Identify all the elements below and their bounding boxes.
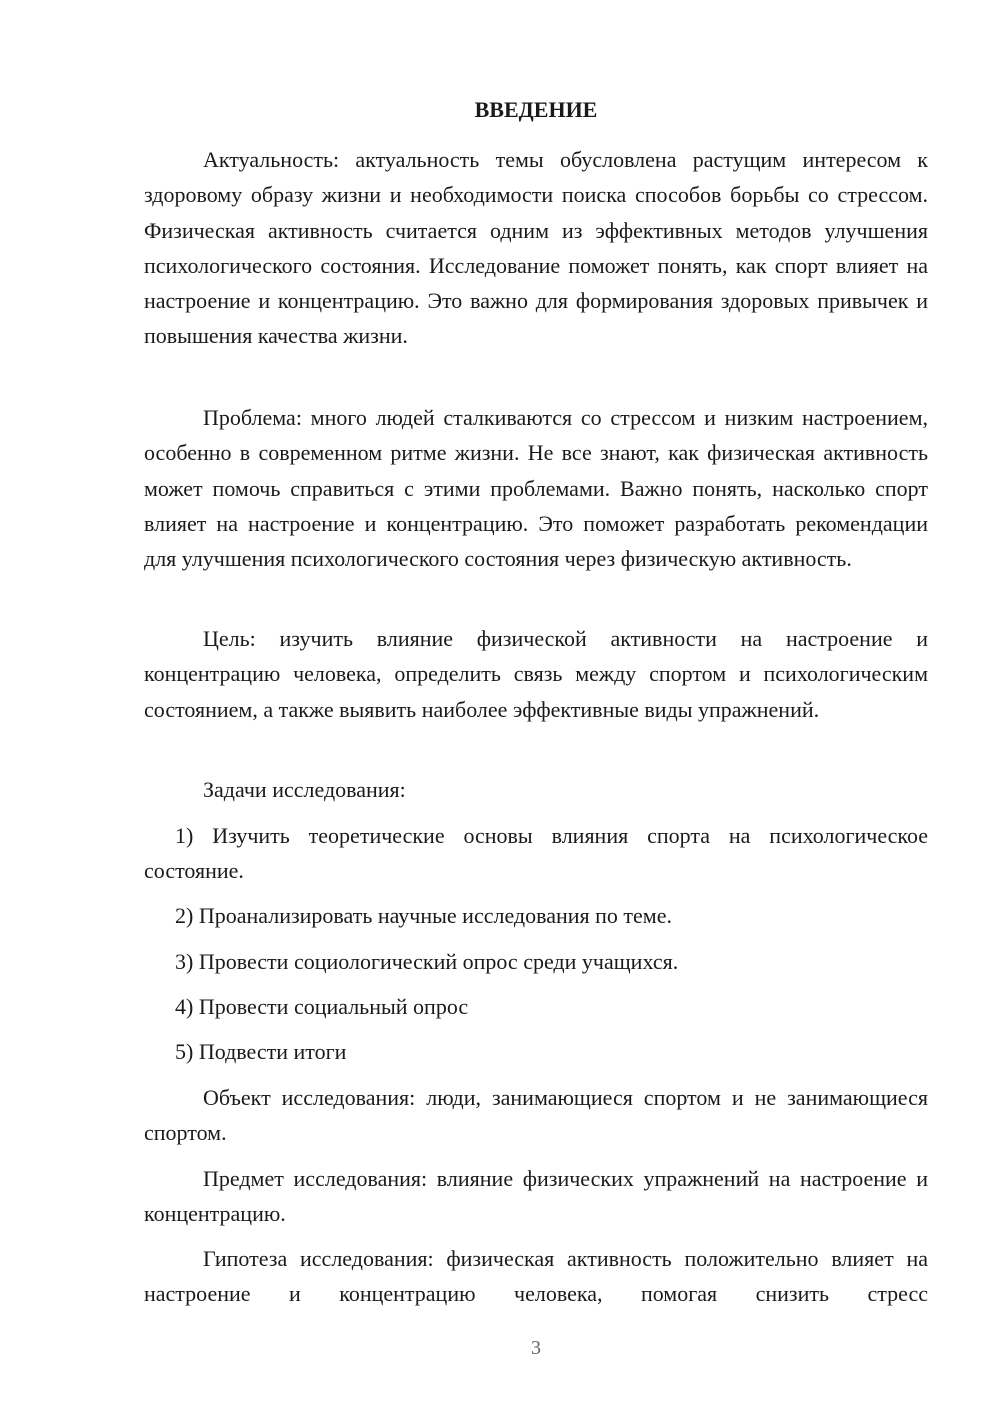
document-page <box>144 0 928 1414</box>
relevance-paragraph: Актуальность: актуальность темы обусловлена растущим интересом к здоровому образу жизни и необходимости поиска способов борьбы со стрессом. Физическая активность считается одним из эффективных методов улучшения психологического состояния. Исследование поможет понять, как спорт влияет на настроение и концентрацию. Это важно для формирования здоровых привычек и повышения качества жизни. <box>144 147 928 349</box>
page-number: 3 <box>531 1337 541 1359</box>
tasks-heading: Задачи исследования: <box>203 777 406 802</box>
hypothesis-paragraph: Гипотеза исследования: физическая активность положительно влияет на настроение и концентрацию человека, помогая снизить стресс <box>144 1246 928 1307</box>
task-list-item: 1) Изучить теоретические основы влияния спорта на психологическое состояние. <box>144 823 928 884</box>
task-list-item: 4) Провести социальный опрос <box>175 994 469 1019</box>
object-paragraph: Объект исследования: люди, занимающиеся спортом и не занимающиеся спортом. <box>144 1085 928 1146</box>
task-list-item: 3) Провести социологический опрос среди учащихся. <box>175 949 679 974</box>
subject-paragraph: Предмет исследования: влияние физических упражнений на настроение и концентрацию. <box>144 1166 928 1227</box>
page-title: ВВЕДЕНИЕ <box>474 97 598 122</box>
task-list-item: 5) Подвести итоги <box>175 1039 347 1064</box>
task-list-item: 2) Проанализировать научные исследования по теме. <box>175 903 672 928</box>
goal-paragraph: Цель: изучить влияние физической активности на настроение и концентрацию человека, определить связь между спортом и психологическим состоянием, а также выявить наиболее эффективные виды упражнений. <box>144 626 928 722</box>
problem-paragraph: Проблема: много людей сталкиваются со стрессом и низким настроением, особенно в современном ритме жизни. Не все знают, как физическая активность может помочь справиться с этими проблемами. Важно понять, насколько спорт влияет на настроение и концентрацию. Это поможет разработать рекомендации для улучшения психологического состояния через физическую активность. <box>144 405 928 572</box>
